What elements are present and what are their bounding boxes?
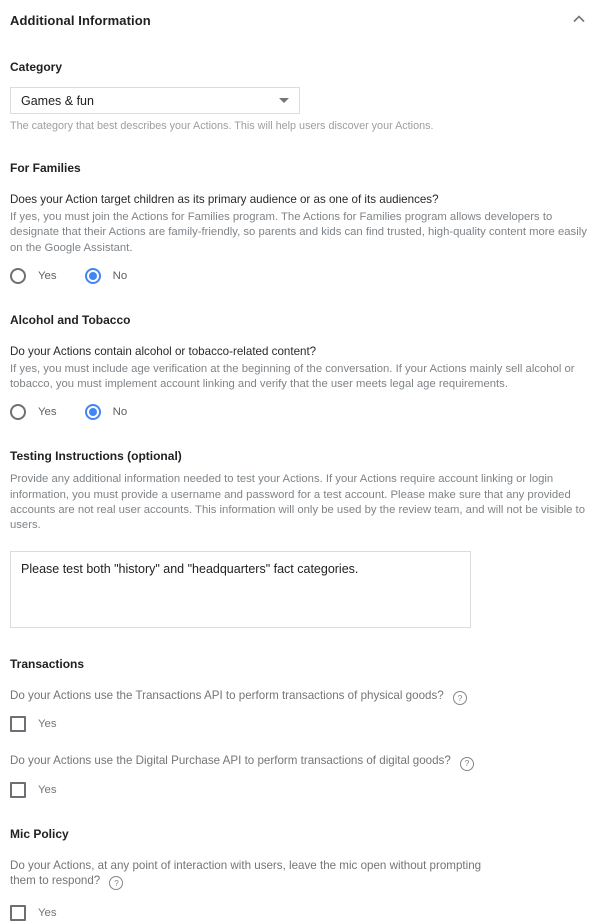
mic-policy-checkbox[interactable]	[10, 905, 26, 921]
for-families-radio-group	[10, 268, 595, 284]
for-families-description: If yes, you must join the Actions for Families program. The Actions for Families program allows developers to designate that their Actions are family-friendly, so parents and kids can find trusted, high-quality content more easily on the Google Assistant.	[10, 211, 587, 254]
alcohol-tobacco-radio-group	[10, 404, 595, 420]
testing-instructions-description: Provide any additional information needed to test your Actions. If your Actions require account linking or login information, you must provide a username and password for a test account. Please make sure that any provided accounts are not real user accounts. This information will only be used by the review team, and will not be visible to users.	[10, 473, 585, 532]
checkbox-label: Yes	[38, 783, 57, 796]
for-families-radio-yes[interactable]	[10, 268, 57, 284]
testing-instructions-input[interactable]	[10, 551, 471, 628]
radio-yes-label: Yes	[38, 406, 57, 419]
alcohol-tobacco-question: Do your Actions contain alcohol or tobacco-related content?	[10, 344, 317, 358]
transactions-physical-question	[10, 688, 595, 706]
help-icon[interactable]: ?	[453, 691, 467, 705]
testing-instructions-heading: Testing Instructions (optional)	[10, 449, 182, 464]
category-label: Category	[10, 60, 63, 74]
for-families-section	[10, 161, 595, 284]
category-helper-text: The category that best describes your Actions. This will help users discover your Actions.	[10, 120, 434, 132]
question-text: Do your Actions, at any point of interaction with users, leave the mic open without prompting them to respond?	[10, 858, 482, 887]
radio-unselected-icon	[10, 404, 26, 420]
transactions-digital-question	[10, 753, 595, 771]
alcohol-tobacco-description: If yes, you must include age verification at the beginning of the conversation. If your Actions mainly sell alcohol or tobacco, you must implement account linking and verify that the user meets legal age requirements.	[10, 362, 575, 391]
transactions-digital-checkbox-row	[10, 782, 595, 798]
for-families-heading: For Families	[10, 161, 81, 175]
question-text: Do your Actions use the Transactions API to perform transactions of physical goods?	[10, 688, 444, 702]
radio-no-label: No	[112, 269, 128, 282]
for-families-radio-no[interactable]	[85, 268, 128, 284]
radio-unselected-icon	[10, 268, 26, 284]
caret-down-icon	[279, 98, 289, 103]
transactions-heading: Transactions	[10, 656, 85, 671]
category-section	[10, 60, 595, 132]
for-families-question: Does your Action target children as its primary audience or as one of its audiences?	[10, 193, 439, 206]
transactions-digital-checkbox[interactable]	[10, 782, 26, 798]
radio-selected-icon	[85, 268, 101, 284]
mic-policy-question	[10, 858, 485, 891]
collapse-section-button[interactable]	[571, 13, 595, 25]
alcohol-tobacco-radio-no[interactable]	[85, 404, 128, 420]
radio-selected-icon	[85, 404, 101, 420]
category-selected-value: Games & fun	[21, 93, 94, 108]
transactions-physical-checkbox[interactable]	[10, 716, 26, 732]
radio-yes-label: Yes	[38, 269, 57, 282]
alcohol-tobacco-section	[10, 313, 595, 421]
help-icon[interactable]: ?	[109, 876, 123, 890]
help-icon[interactable]: ?	[460, 757, 474, 771]
mic-policy-heading: Mic Policy	[10, 826, 69, 841]
transactions-section	[10, 657, 595, 798]
alcohol-tobacco-radio-yes[interactable]	[10, 404, 57, 420]
question-text: Do your Actions use the Digital Purchase API to perform transactions of digital goods?	[10, 754, 451, 768]
transactions-physical-checkbox-row	[10, 716, 595, 732]
testing-instructions-section	[10, 449, 595, 627]
checkbox-label: Yes	[38, 907, 57, 920]
page-title: Additional Information	[10, 13, 151, 28]
checkbox-label: Yes	[38, 718, 57, 731]
radio-no-label: No	[112, 406, 128, 419]
mic-policy-checkbox-row	[10, 905, 595, 921]
panel-header	[10, 13, 595, 28]
alcohol-tobacco-heading: Alcohol and Tobacco	[10, 312, 131, 327]
category-select[interactable]	[10, 87, 300, 114]
chevron-up-icon	[573, 11, 585, 26]
